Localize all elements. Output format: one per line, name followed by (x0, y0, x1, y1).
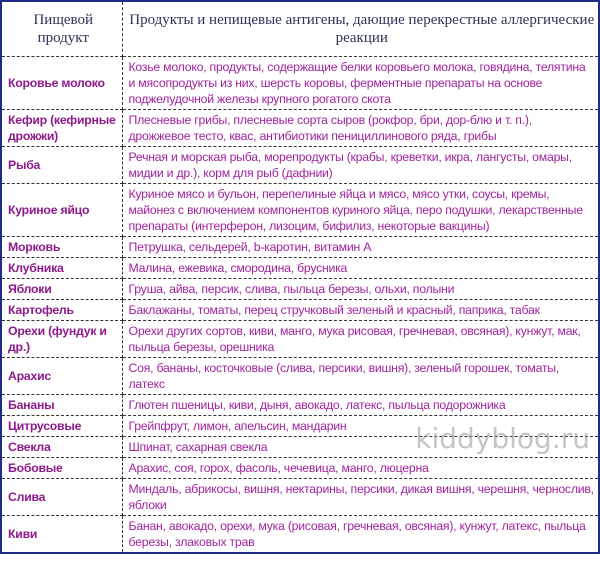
food-cell: Картофель (2, 300, 122, 321)
table-row (2, 300, 598, 321)
cross-reaction-cell: Банан, авокадо, орехи, мука (рисовая, гречневая, овсяная), кунжут, латекс, пыльца березы, злаковых трав (128, 519, 586, 549)
food-cell: Киви (2, 516, 122, 553)
food-cell: Арахис (2, 358, 122, 395)
watermark: kiddyblog.ru (415, 421, 590, 455)
table-row (2, 516, 598, 553)
table-row (2, 110, 598, 147)
cross-reaction-cell: Арахис, соя, горох, фасоль, чечевица, манго, люцерна (122, 458, 598, 479)
food-cell: Бобовые (2, 458, 122, 479)
table-row (2, 237, 598, 258)
table-row (2, 321, 598, 358)
table-header (2, 2, 598, 57)
food-cell: Слива (2, 479, 122, 516)
table-row (2, 358, 598, 395)
food-cell: Цитрусовые (2, 416, 122, 437)
food-cell: Куриное яйцо (2, 184, 122, 237)
table-row (2, 458, 598, 479)
cross-reaction-cell: Малина, ежевика, смородина, брусника (122, 258, 598, 279)
food-cell: Свекла (2, 437, 122, 458)
cross-reaction-cell: Грейпфрут, лимон, апельсин, мандарин (122, 416, 598, 437)
cross-reaction-cell: Орехи других сортов, киви, манго, мука рисовая, гречневая, овсяная), кунжут, мак, пыльца березы, орешника (122, 321, 598, 358)
food-cell: Коровье молоко (2, 57, 122, 110)
food-cell: Орехи (фундук и др.) (2, 321, 122, 358)
cross-reaction-cell: Глютен пшеницы, киви, дыня, авокадо, латекс, пыльца подорожника (122, 395, 598, 416)
cross-reaction-cell: Груша, айва, персик, слива, пыльца березы, ольхи, полыни (122, 279, 598, 300)
cross-allergy-table (2, 2, 598, 552)
cross-reaction-cell: Шпинат, сахарная свекла (122, 437, 598, 458)
cross-reaction-cell: Миндаль, абрикосы, вишня, нектарины, персики, дикая вишня, черешня, чернослив, яблоки (122, 479, 598, 516)
food-cell: Яблоки (2, 279, 122, 300)
cross-reaction-cell: Баклажаны, томаты, перец стручковый зеленый и красный, паприка, табак (122, 300, 598, 321)
table-row (2, 279, 598, 300)
cross-reaction-cell: Плесневые грибы, плесневые сорта сыров (рокфор, бри, дор-блю и т. п.), дрожжевое тесто, квас, антибиотики пенициллинового ряда, грибы (122, 110, 598, 147)
food-cell: Морковь (2, 237, 122, 258)
table-row (2, 437, 598, 458)
header-cross: Продукты и непищевые антигены, дающие перекрестные аллергические реакции (122, 2, 598, 57)
food-cell: Рыба (2, 147, 122, 184)
cross-reaction-cell: Речная и морская рыба, морепродукты (крабы, креветки, икра, лангусты, омары, мидии и др.), корм для рыб (дафнии) (122, 147, 598, 184)
cross-reaction-cell: Куриное мясо и бульон, перепелиные яйца и мясо, мясо утки, соусы, кремы, майонез с включением компонентов куриного яйца, перо подушки, лекарственные препараты (интерферон, лизоцим, бифилиз, некоторые вакцины) (122, 184, 598, 237)
cross-reaction-cell: Петрушка, сельдерей, b-каротин, витамин А (122, 237, 598, 258)
table-row (2, 184, 598, 237)
food-cell: Бананы (2, 395, 122, 416)
table-row (2, 147, 598, 184)
food-cell: Клубника (2, 258, 122, 279)
cross-reaction-cell: Соя, бананы, косточковые (слива, персики, вишня), зеленый горошек, томаты, латекс (122, 358, 598, 395)
table-row (2, 416, 598, 437)
header-food: Пищевой продукт (2, 2, 122, 57)
table-row (2, 258, 598, 279)
table-row (2, 57, 598, 110)
cross-reaction-cell: Козье молоко, продукты, содержащие белки коровьего молока, говядина, телятина и мясопродукты из них, шерсть коровы, ферментные препараты на основе поджелудочной железы крупного рогатого скота (122, 57, 598, 110)
food-cell: Кефир (кефирные дрожжи) (2, 110, 122, 147)
table-row (2, 395, 598, 416)
table-row (2, 479, 598, 516)
